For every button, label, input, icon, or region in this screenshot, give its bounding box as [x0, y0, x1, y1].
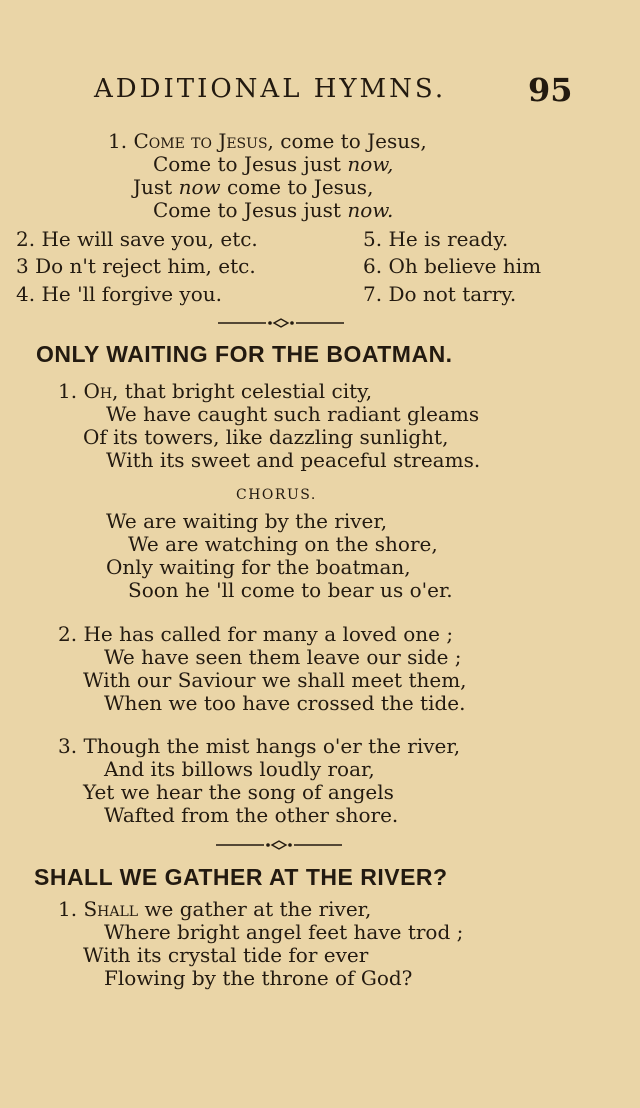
- verse-emphasis: now,: [347, 152, 394, 176]
- verse-line-text: Come to Jesus just: [153, 198, 341, 222]
- chorus-line: Only waiting for the boatman,: [106, 555, 411, 579]
- hymn-title: SHALL WE GATHER AT THE RIVER?: [34, 864, 448, 890]
- hymn1-verse1-line3: [133, 176, 373, 199]
- ornament-divider: [216, 840, 342, 850]
- hymn-title: ONLY WAITING FOR THE BOATMAN.: [36, 341, 453, 367]
- verse-reference: 3 Do n't reject him, etc.: [16, 254, 256, 278]
- verse-line-text: come to Jesus,: [280, 129, 427, 153]
- chorus-label: CHORUS.: [236, 487, 317, 503]
- verse-line: 3. Though the mist hangs o'er the river,: [58, 734, 461, 758]
- verse-first-word: Oh,: [83, 379, 119, 403]
- ornament-divider: [218, 318, 344, 328]
- verse-line: With its sweet and peaceful streams.: [106, 448, 481, 472]
- hymn1-verse1-line2: [153, 153, 393, 176]
- verse-reference: 6. Oh believe him: [363, 254, 542, 278]
- verse-reference: 7. Do not tarry.: [363, 282, 517, 306]
- page-number: 95: [528, 71, 573, 109]
- verse-line: Flowing by the throne of God?: [104, 966, 413, 990]
- verse-emphasis: now.: [347, 198, 394, 222]
- hymn3-verse1-line1: [58, 898, 371, 921]
- chorus-line: We are watching on the shore,: [128, 532, 438, 556]
- verse-line-text: that bright celestial city,: [124, 379, 373, 403]
- chorus-line: We are waiting by the river,: [106, 509, 388, 533]
- verse-number: 1.: [58, 379, 78, 403]
- verse-line: And its billows loudly roar,: [104, 757, 375, 781]
- verse-number: 1.: [58, 897, 78, 921]
- verse-line: 2. He has called for many a loved one ;: [58, 622, 454, 646]
- verse-line-text: we gather at the river,: [144, 897, 372, 921]
- hymn1-verse1-line4: [153, 199, 393, 222]
- verse-reference: 2. He will save you, etc.: [16, 227, 258, 251]
- verse-first-word: Shall: [83, 897, 139, 921]
- verse-emphasis: now: [178, 175, 221, 199]
- verse-line-text: Come to Jesus just: [153, 152, 341, 176]
- verse-line: With its crystal tide for ever: [83, 943, 369, 967]
- verse-line: We have caught such radiant gleams: [106, 402, 480, 426]
- verse-reference: 4. He 'll forgive you.: [16, 282, 222, 306]
- verse-number: 1.: [108, 129, 128, 153]
- verse-line: Of its towers, like dazzling sunlight,: [83, 425, 449, 449]
- verse-line: We have seen them leave our side ;: [104, 645, 462, 669]
- hymn2-verse1-line1: [58, 380, 372, 403]
- verse-line: With our Saviour we shall meet them,: [83, 668, 467, 692]
- verse-line: When we too have crossed the tide.: [104, 691, 466, 715]
- running-header: ADDITIONAL HYMNS.: [94, 74, 447, 104]
- verse-line-text: come to Jesus,: [226, 175, 374, 199]
- verse-line: Where bright angel feet have trod ;: [104, 920, 464, 944]
- chorus-line: Soon he 'll come to bear us o'er.: [128, 578, 453, 602]
- verse-line-text: Just: [133, 175, 173, 199]
- verse-first-word: Come to Jesus,: [133, 129, 274, 153]
- verse-line: Yet we hear the song of angels: [83, 780, 394, 804]
- hymn1-verse1-line1: [108, 130, 427, 153]
- verse-line: Wafted from the other shore.: [104, 803, 399, 827]
- verse-reference: 5. He is ready.: [363, 227, 509, 251]
